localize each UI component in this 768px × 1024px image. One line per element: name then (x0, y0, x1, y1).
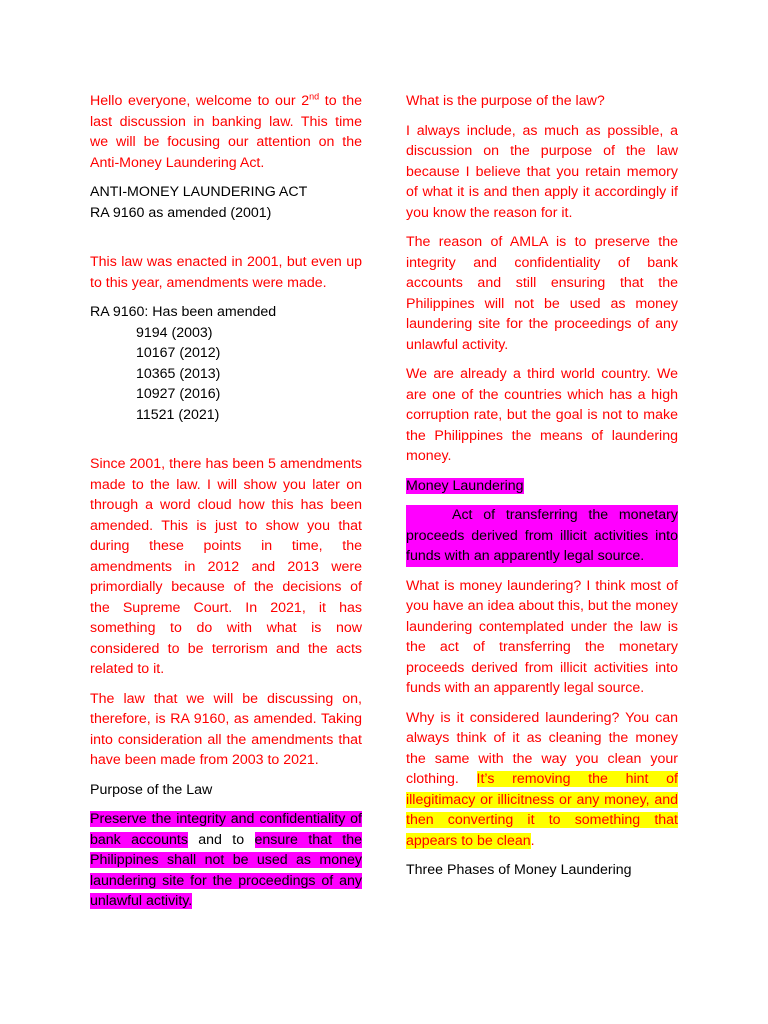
purpose-question: What is the purpose of the law? (406, 93, 605, 109)
always-paragraph: I always include, as much as possible, a discussion on the purpose of the law because I believe that you retain memory of what it is and then apply it accordingly if you know the reason for it. (406, 122, 678, 221)
left-column (90, 91, 362, 921)
third-world-paragraph: We are already a third world country. We are one of the countries which has a high corruption rate, but the goal is not to make the Philippines the means of laundering money. (406, 366, 678, 464)
amendment-item: 10365 (2013) (136, 365, 221, 382)
act-subtitle: RA 9160 as amended (2001) (90, 204, 272, 221)
reason-paragraph: The reason of AMLA is to preserve the integrity and confidentiality of bank accounts and still ensuring that the Philippines will not be used as money laundering site for the proceedings of any unlawful activity. (406, 234, 678, 353)
since-paragraph: Since 2001, there has been 5 amendments made to the law. I will show you later on through a word cloud how this has been amended. This is just to show you that during these points in time, the amendments in 2012 and 2013 were primordially because of the decisions of the Supreme Court. In 2021, it has something to do with what is now considered to be terrorism and the acts related to it. (90, 456, 362, 677)
why-end: . (530, 832, 535, 849)
purpose-paragraph (90, 809, 362, 912)
intro-superscript: nd (309, 91, 320, 102)
what-is-paragraph: What is money laundering? I think most of you have an idea about this, but the money laundering contemplated under the law is the act of transferring the monetary proceeds derived from illicit activities into funds with an apparently legal source. (406, 577, 678, 696)
ml-definition: Act of transferring the monetary proceeds derived from illicit activities into funds with an apparently legal source. (406, 505, 678, 567)
purpose-connector: and to (187, 831, 255, 848)
why-highlight: It’s removing the hint of illegitimacy or illicitness or any money, and then converting it to something that appears to be clean (406, 771, 678, 849)
purpose-heading: Purpose of the Law (90, 781, 213, 798)
ml-heading-line (406, 476, 678, 497)
amendments-list (90, 323, 362, 426)
amendments-block (90, 302, 362, 425)
why-text: Why is it considered laundering? You can always think of it as cleaning the money the same with the way you clean your clothing. (406, 709, 678, 787)
phases-heading: Three Phases of Money Laundering (406, 862, 632, 878)
right-column (406, 91, 678, 890)
amendment-item: 10167 (2012) (136, 345, 221, 361)
amendments-heading: RA 9160: Has been amended (90, 304, 277, 320)
ml-heading: Money Laundering (406, 477, 524, 494)
amendment-item: 11521 (2021) (136, 406, 220, 423)
amendment-item: 10927 (2016) (136, 386, 221, 402)
amendment-item: 9194 (2003) (136, 324, 213, 341)
purpose-highlight-b: ensure that the Philippines shall not be used as money laundering site for the proceedings of any unlawful activity. (90, 831, 362, 909)
discussing-paragraph: The law that we will be discussing on, therefore, is RA 9160, as amended. Taking into consideration all the amendments that have been made from 2003 to 2021. (90, 690, 362, 768)
enacted-paragraph: This law was enacted in 2001, but even up to this year, amendments were made. (90, 254, 362, 291)
purpose-highlight-a: Preserve the integrity and confidentiality of bank accounts (90, 811, 362, 848)
intro-text-b: to the last discussion in banking law. This time we will be focusing our attention on the Anti-Money Laundering Act. (90, 93, 362, 171)
act-title: ANTI-MONEY LAUNDERING ACT (90, 184, 308, 200)
act-heading (90, 182, 362, 223)
why-paragraph (406, 708, 678, 852)
intro-paragraph (90, 91, 362, 173)
intro-text-a: Hello everyone, welcome to our 2 (90, 93, 310, 109)
